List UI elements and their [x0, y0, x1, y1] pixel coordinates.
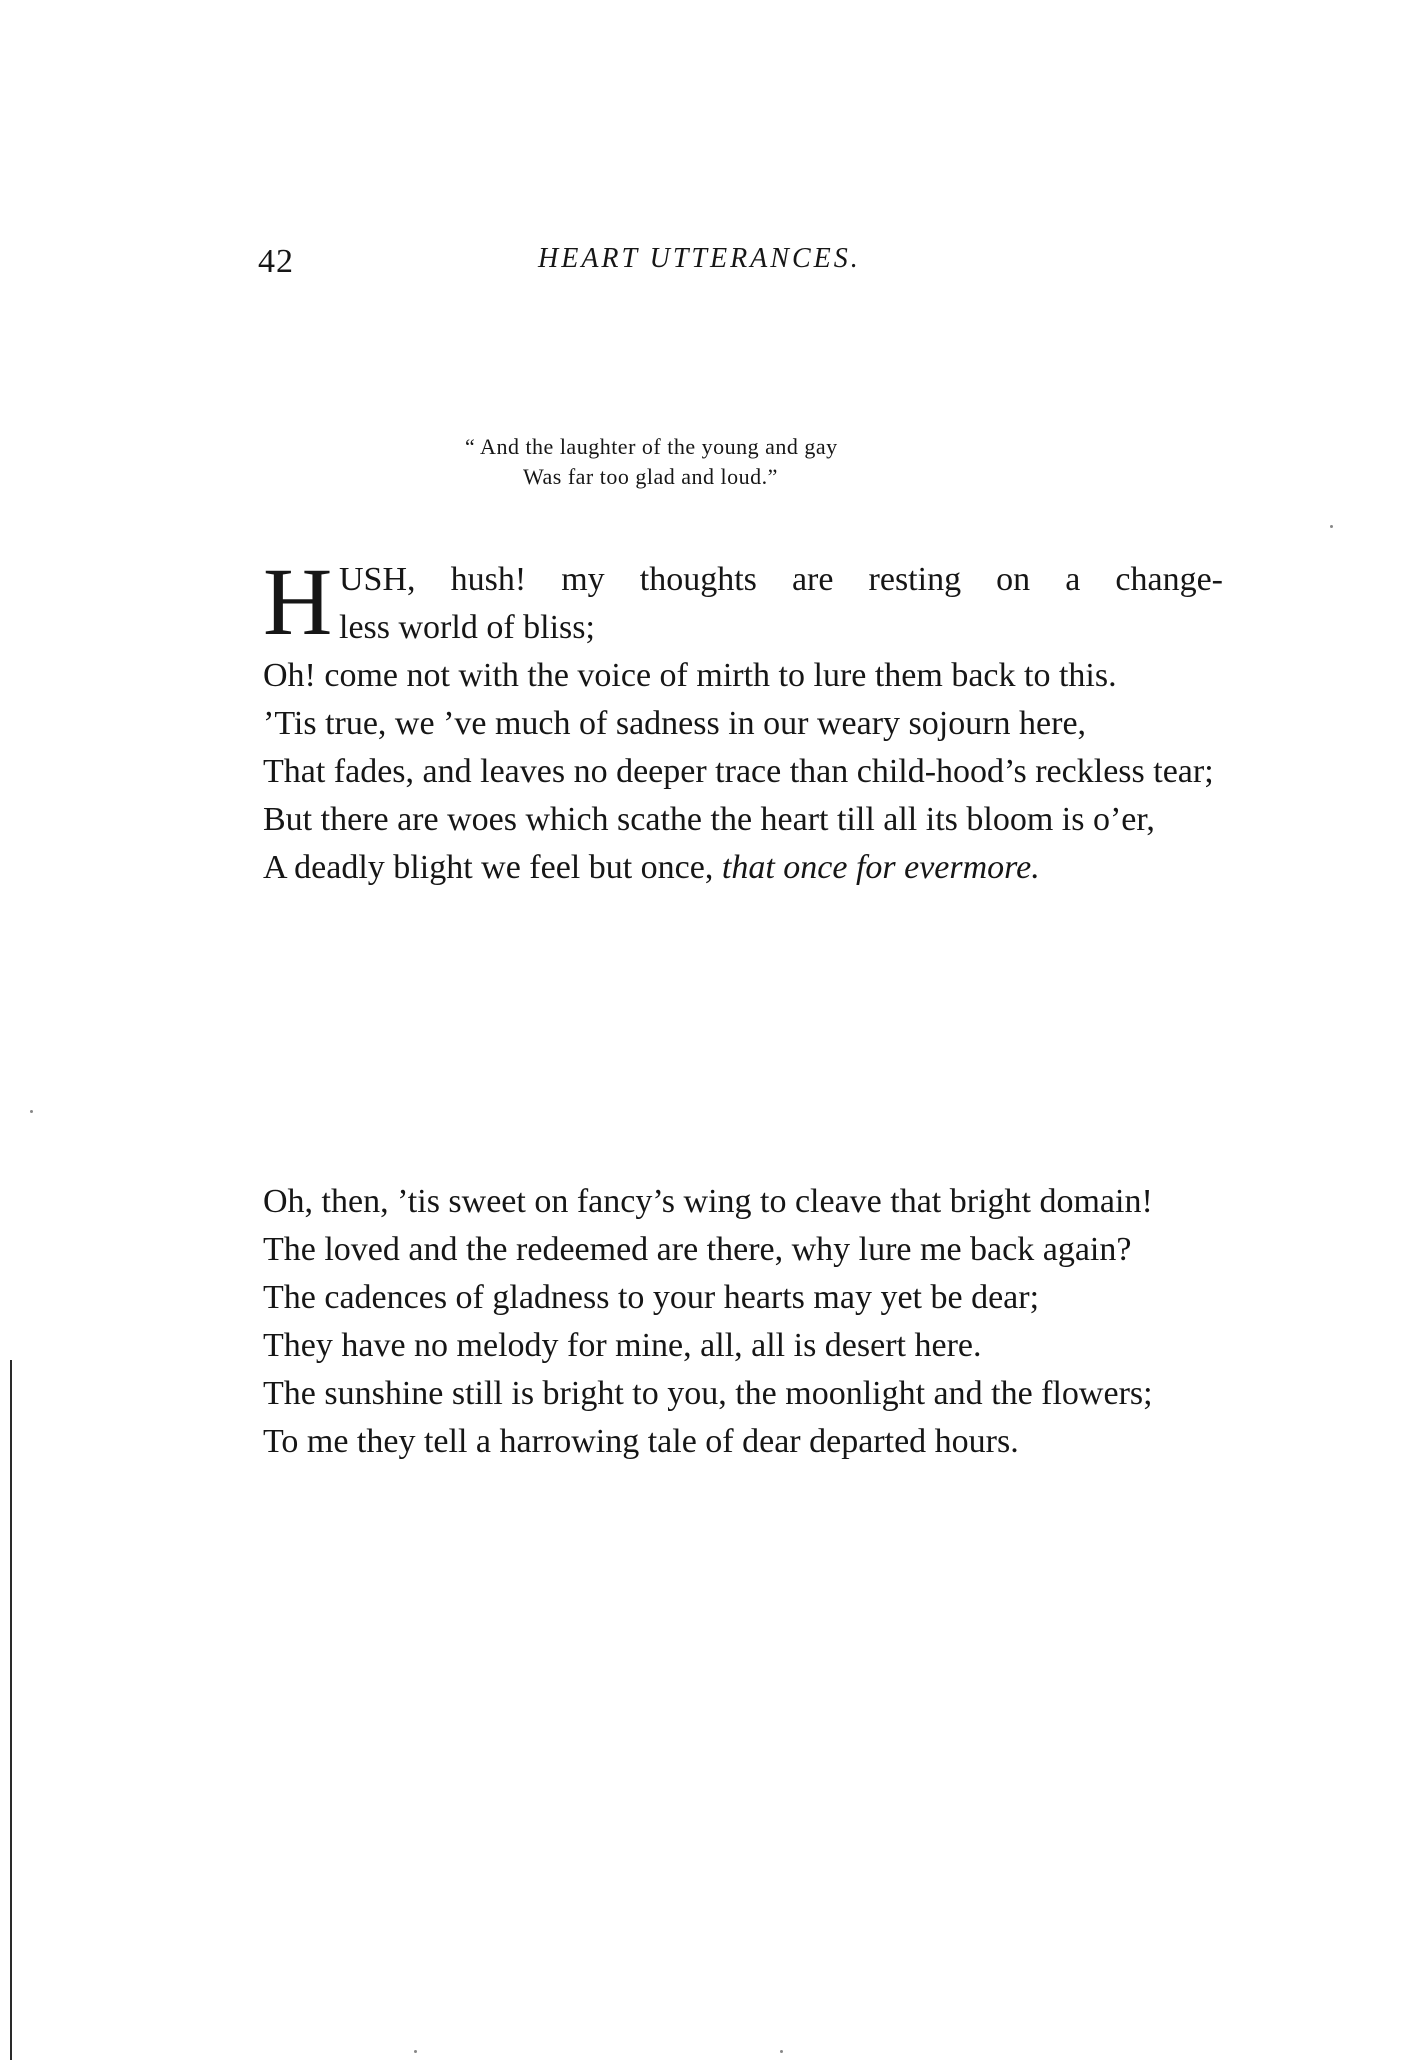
poem-line-final-roman: A deadly blight we feel but once,	[263, 849, 722, 886]
poem-line: They have no melody for mine, all, all is desert here.	[263, 1327, 982, 1364]
poem-line: That fades, and leaves no deeper trace than child-hood’s reckless tear;	[263, 753, 1214, 790]
drop-cap: H	[263, 548, 333, 655]
poem-line: Oh, then, ’tis sweet on fancy’s wing to cleave that bright domain!	[263, 1183, 1153, 1220]
poem-line: ’Tis true, we ’ve much of sadness in our weary sojourn here,	[263, 705, 1087, 742]
poem-line: But there are woes which scathe the heart till all its bloom is o’er,	[263, 801, 1155, 838]
poem-line: The loved and the redeemed are there, why lure me back again?	[263, 1231, 1132, 1268]
opening-line-part-1: USH, hush! my thoughts are resting on a change-	[339, 561, 1223, 598]
poem-line-final	[263, 844, 1223, 892]
page-edge-shadow	[10, 1360, 12, 2060]
scan-speck	[1330, 525, 1333, 528]
scan-speck	[780, 2050, 783, 2053]
scan-speck	[414, 2050, 417, 2053]
stanza-1	[263, 548, 1223, 892]
poem-line-final-italic: that once for evermore.	[721, 849, 1040, 886]
epigraph-line-1: “ And the laughter of the young and gay	[465, 434, 838, 459]
scan-speck	[30, 1110, 33, 1113]
opening-line-part-2: less world of bliss;	[339, 609, 595, 646]
stanza-2	[263, 1178, 1223, 1466]
epigraph-line-2: Was far too glad and loud.”	[523, 464, 778, 489]
poem-line: To me they tell a harrowing tale of dear departed hours.	[263, 1423, 1019, 1460]
opening-line	[263, 548, 1223, 655]
poem-line: The cadences of gladness to your hearts may yet be dear;	[263, 1279, 1040, 1316]
poem-line: The sunshine still is bright to you, the moonlight and the flowers;	[263, 1375, 1153, 1412]
running-title: HEART UTTERANCES.	[538, 243, 861, 274]
page-number: 42	[258, 243, 294, 280]
epigraph	[465, 432, 838, 492]
poem-line: Oh! come not with the voice of mirth to lure them back to this.	[263, 657, 1117, 694]
